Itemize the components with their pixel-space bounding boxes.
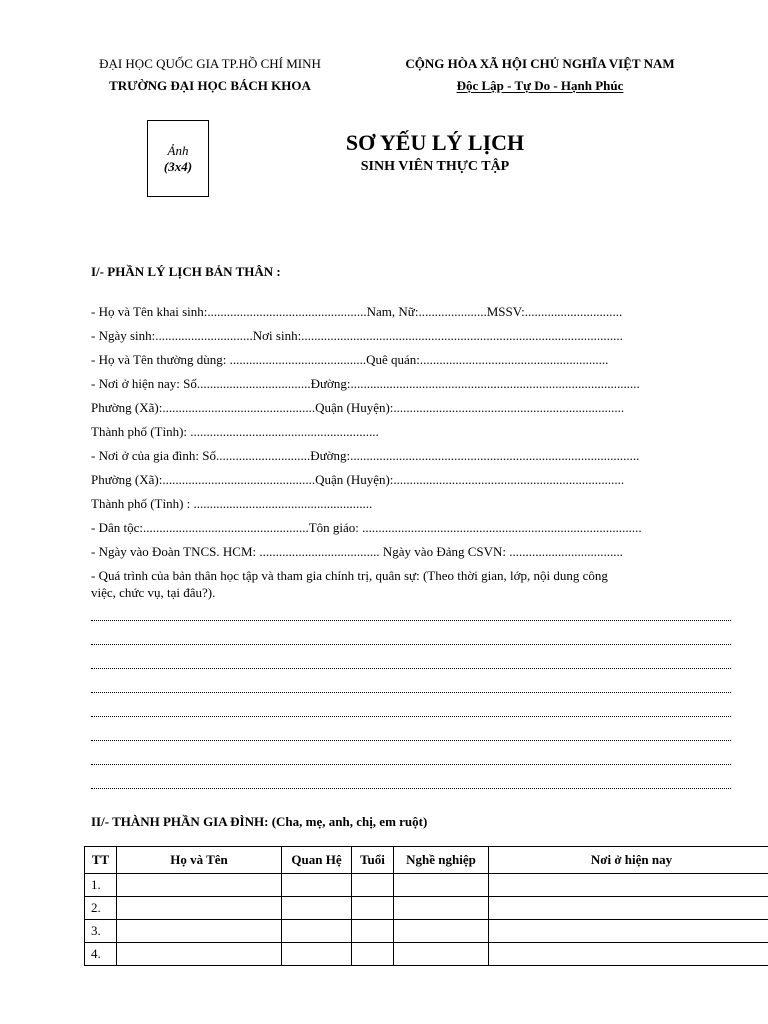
- row-number: 1.: [85, 874, 117, 897]
- school-name: [70, 78, 350, 94]
- cell-name[interactable]: [117, 874, 282, 897]
- cell-relation[interactable]: [282, 943, 352, 966]
- cell-relation[interactable]: [282, 897, 352, 920]
- photo-label: Ảnh: [167, 142, 189, 158]
- field-current-address[interactable]: - Nơi ở hiện nay: Số...................................Đường:.........................................................................................: [91, 376, 640, 391]
- cell-occupation[interactable]: [394, 920, 489, 943]
- cell-residence[interactable]: [489, 897, 768, 920]
- field-family-city[interactable]: Thành phố (Tỉnh) : .......................................................: [91, 496, 373, 511]
- school-name-text: TRƯỜNG ĐẠI HỌC BÁCH KHOA: [109, 78, 311, 93]
- row-number: 3.: [85, 920, 117, 943]
- table-row: [85, 897, 768, 920]
- field-union-party-dates[interactable]: - Ngày vào Đoàn TNCS. HCM: ..................................... Ngày vào Đảng CSVN: ...................................: [91, 544, 624, 559]
- history-line-6[interactable]: [91, 726, 731, 741]
- row-number: 4.: [85, 943, 117, 966]
- cell-occupation[interactable]: [394, 897, 489, 920]
- field-family-ward[interactable]: Phường (Xã):...............................................Quận (Huyện):.......................................................................: [91, 472, 625, 487]
- history-line-2[interactable]: [91, 630, 731, 645]
- cell-relation[interactable]: [282, 920, 352, 943]
- cell-relation[interactable]: [282, 874, 352, 897]
- cell-residence[interactable]: [489, 874, 768, 897]
- field-current-ward[interactable]: Phường (Xã):...............................................Quận (Huyện):.......................................................................: [91, 400, 625, 415]
- col-relation: Quan Hệ: [282, 847, 352, 874]
- cell-residence[interactable]: [489, 920, 768, 943]
- cell-age[interactable]: [352, 874, 394, 897]
- table-row: [85, 920, 768, 943]
- history-line-3[interactable]: [91, 654, 731, 669]
- section1-heading: I/- PHẦN LÝ LỊCH BẢN THÂN :: [91, 264, 281, 279]
- cell-age[interactable]: [352, 897, 394, 920]
- family-table-header: [85, 847, 768, 874]
- history-line-8[interactable]: [91, 774, 731, 789]
- history-line-1[interactable]: [91, 606, 731, 621]
- table-row: [85, 874, 768, 897]
- field-history-prompt: - Quá trình của bản thân học tập và tham gia chính trị, quân sự: (Theo thời gian, lớp, nội dung công: [91, 568, 608, 583]
- col-occupation: Nghề nghiệp: [394, 847, 489, 874]
- field-family-address[interactable]: - Nơi ở của gia đình: Số.............................Đường:.........................................................................................: [91, 448, 640, 463]
- motto-text: Độc Lập - Tự Do - Hạnh Phúc: [456, 78, 624, 93]
- history-line-7[interactable]: [91, 750, 731, 765]
- field-common-name[interactable]: - Họ và Tên thường dùng: ..........................................Quê quán:..........................................................: [91, 352, 609, 367]
- cell-residence[interactable]: [489, 943, 768, 966]
- cell-occupation[interactable]: [394, 874, 489, 897]
- field-current-city[interactable]: Thành phố (Tỉnh): ..........................................................: [91, 424, 379, 439]
- cell-name[interactable]: [117, 943, 282, 966]
- cell-age[interactable]: [352, 943, 394, 966]
- field-history-prompt-cont: việc, chức vụ, tại đâu?).: [91, 585, 216, 600]
- field-ethnicity-religion[interactable]: - Dân tộc:...................................................Tôn giáo: ......................................................................................: [91, 520, 642, 535]
- cell-name[interactable]: [117, 920, 282, 943]
- col-age: Tuổi: [352, 847, 394, 874]
- photo-box: [147, 120, 209, 197]
- country-name: CỘNG HÒA XÃ HỘI CHỦ NGHĨA VIỆT NAM: [405, 56, 675, 71]
- col-tt: TT: [85, 847, 117, 874]
- cell-name[interactable]: [117, 897, 282, 920]
- history-line-5[interactable]: [91, 702, 731, 717]
- section2-heading: II/- THÀNH PHẦN GIA ĐÌNH: (Cha, mẹ, anh, chị, em ruột): [91, 814, 428, 829]
- family-table: [84, 846, 768, 966]
- col-name: Họ và Tên: [117, 847, 282, 874]
- photo-size: (3x4): [163, 158, 193, 174]
- col-residence: Nơi ở hiện nay: [489, 847, 768, 874]
- field-birth-name[interactable]: - Họ và Tên khai sinh:.................................................Nam, Nữ:.....................MSSV:..............................: [91, 304, 623, 319]
- row-number: 2.: [85, 897, 117, 920]
- field-birth-date[interactable]: - Ngày sinh:..............................Nơi sinh:...................................................................................................: [91, 328, 623, 343]
- table-row: [85, 943, 768, 966]
- university-name: ĐẠI HỌC QUỐC GIA TP.HỒ CHÍ MINH: [99, 56, 321, 71]
- cell-occupation[interactable]: [394, 943, 489, 966]
- cell-age[interactable]: [352, 920, 394, 943]
- history-line-4[interactable]: [91, 678, 731, 693]
- motto: [370, 78, 710, 94]
- page-title: SƠ YẾU LÝ LỊCH: [345, 130, 525, 155]
- page-subtitle: SINH VIÊN THỰC TẬP: [360, 159, 510, 174]
